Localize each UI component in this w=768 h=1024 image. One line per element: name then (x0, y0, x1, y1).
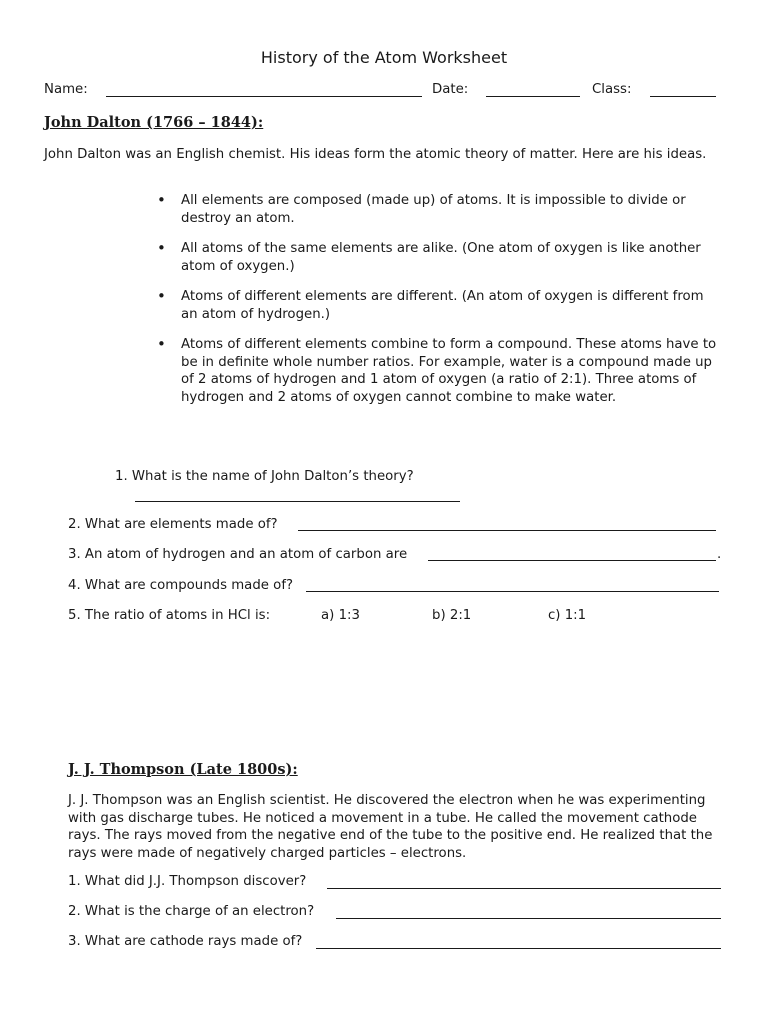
answer-field-d1[interactable] (135, 489, 460, 502)
dalton-question-3: 3. An atom of hydrogen and an atom of carbon are (68, 547, 408, 562)
thompson-heading: J. J. Thompson (Late 1800s): (68, 761, 298, 778)
answer-field-t3[interactable] (316, 936, 721, 949)
answer-field-t2[interactable] (336, 906, 721, 919)
list-item: • Atoms of different elements combine to form a compound. These atoms have to be in definite whole number ratios. For example, water is a compound made up of 2 atoms of hydrogen and 1 atom of oxygen (a ratio of 2:1). Three atoms of hydrogen and 2 atoms of oxygen cannot combine to make water. (157, 336, 717, 406)
answer-field-d4[interactable] (306, 579, 719, 592)
name-field[interactable] (106, 84, 422, 97)
dalton-ideas-list (157, 192, 717, 419)
period: . (717, 547, 722, 562)
dalton-question-4: 4. What are compounds made of? (68, 578, 294, 593)
list-item: • Atoms of different elements are different. (An atom of oxygen is different from an atom of hydrogen.) (157, 288, 717, 323)
thompson-intro: J. J. Thompson was an English scientist. He discovered the electron when he was experimenting with gas discharge tubes. He noticed a movement in a tube. He called the movement cathode rays. The rays moved from the negative end of the tube to the positive end. He realized that the rays were made of negatively charged particles – electrons. (68, 793, 713, 861)
option-a[interactable]: a) 1:3 (321, 608, 360, 623)
page-title: History of the Atom Worksheet (260, 48, 508, 67)
thompson-question-3: 3. What are cathode rays made of? (68, 934, 303, 949)
dalton-question-2: 2. What are elements made of? (68, 517, 278, 532)
name-label: Name: (44, 82, 88, 97)
list-item: • All elements are composed (made up) of atoms. It is impossible to divide or destroy an atom. (157, 192, 717, 227)
date-field[interactable] (486, 84, 580, 97)
date-label: Date: (432, 82, 469, 97)
thompson-question-2: 2. What is the charge of an electron? (68, 904, 315, 919)
thompson-question-1: 1. What did J.J. Thompson discover? (68, 874, 307, 889)
option-c[interactable]: c) 1:1 (548, 608, 587, 623)
option-b[interactable]: b) 2:1 (432, 608, 472, 623)
class-label: Class: (592, 82, 632, 97)
answer-field-d2[interactable] (298, 518, 716, 531)
dalton-heading: John Dalton (1766 – 1844): (44, 114, 264, 131)
answer-field-t1[interactable] (327, 876, 721, 889)
dalton-question-1: 1. What is the name of John Dalton’s theory? (115, 469, 414, 484)
class-field[interactable] (650, 84, 716, 97)
dalton-question-5: 5. The ratio of atoms in HCl is: (68, 608, 271, 623)
answer-field-d3[interactable] (428, 548, 716, 561)
dalton-intro: John Dalton was an English chemist. His ideas form the atomic theory of matter. Here are his ideas. (44, 147, 707, 162)
list-item: • All atoms of the same elements are alike. (One atom of oxygen is like another atom of oxygen.) (157, 240, 717, 275)
